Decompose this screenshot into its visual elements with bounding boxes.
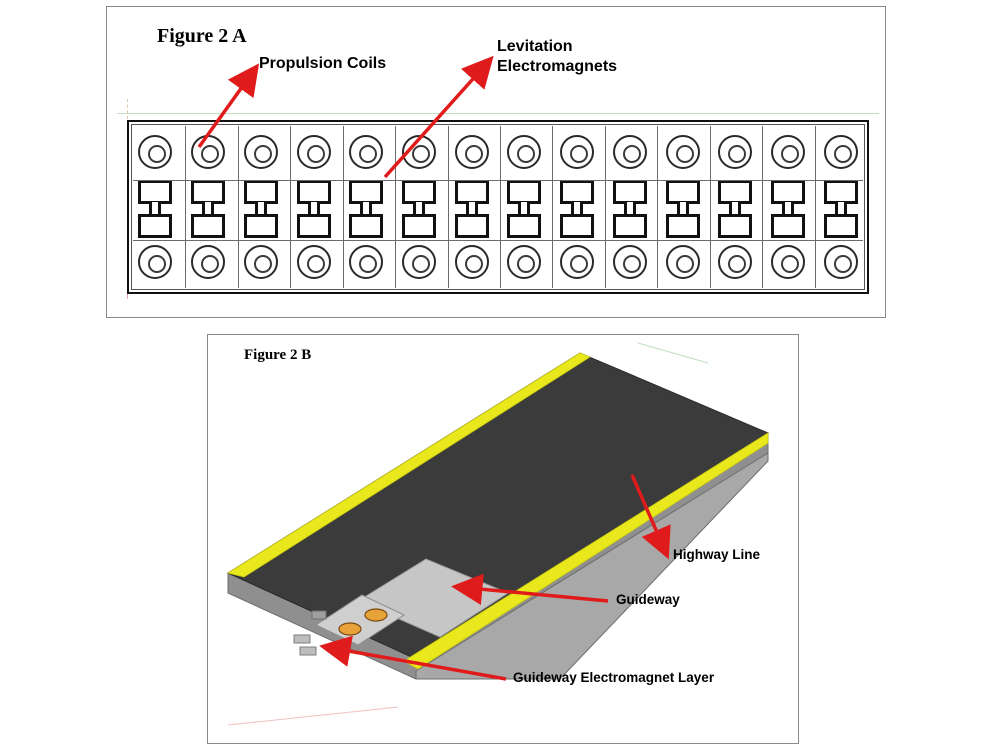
electromagnet-block-1 bbox=[294, 635, 310, 643]
arrow-levitation-electromagnets bbox=[385, 61, 489, 177]
figure-2a-panel bbox=[106, 6, 886, 318]
label-guideway: Guideway bbox=[616, 592, 680, 607]
electromagnet-block-3 bbox=[312, 611, 326, 619]
label-highway-line: Highway Line bbox=[673, 547, 761, 562]
electromagnet-block-2 bbox=[300, 647, 316, 655]
figure-2b-panel bbox=[207, 334, 799, 744]
figure-2b-title: Figure 2 B bbox=[244, 347, 312, 363]
figure-2a-title: Figure 2 A bbox=[157, 25, 247, 47]
arrow-propulsion-coils bbox=[199, 69, 255, 147]
coil-detail-1 bbox=[339, 623, 361, 635]
label-levitation-line1: Levitation bbox=[497, 38, 573, 55]
coil-detail-2 bbox=[365, 609, 387, 621]
label-levitation-line2: Electromagnets bbox=[497, 58, 618, 75]
label-propulsion-coils: Propulsion Coils bbox=[259, 55, 387, 72]
label-guideway-electromagnet-layer: Guideway Electromagnet Layer bbox=[513, 670, 715, 685]
figure-2a-arrows bbox=[107, 7, 887, 319]
